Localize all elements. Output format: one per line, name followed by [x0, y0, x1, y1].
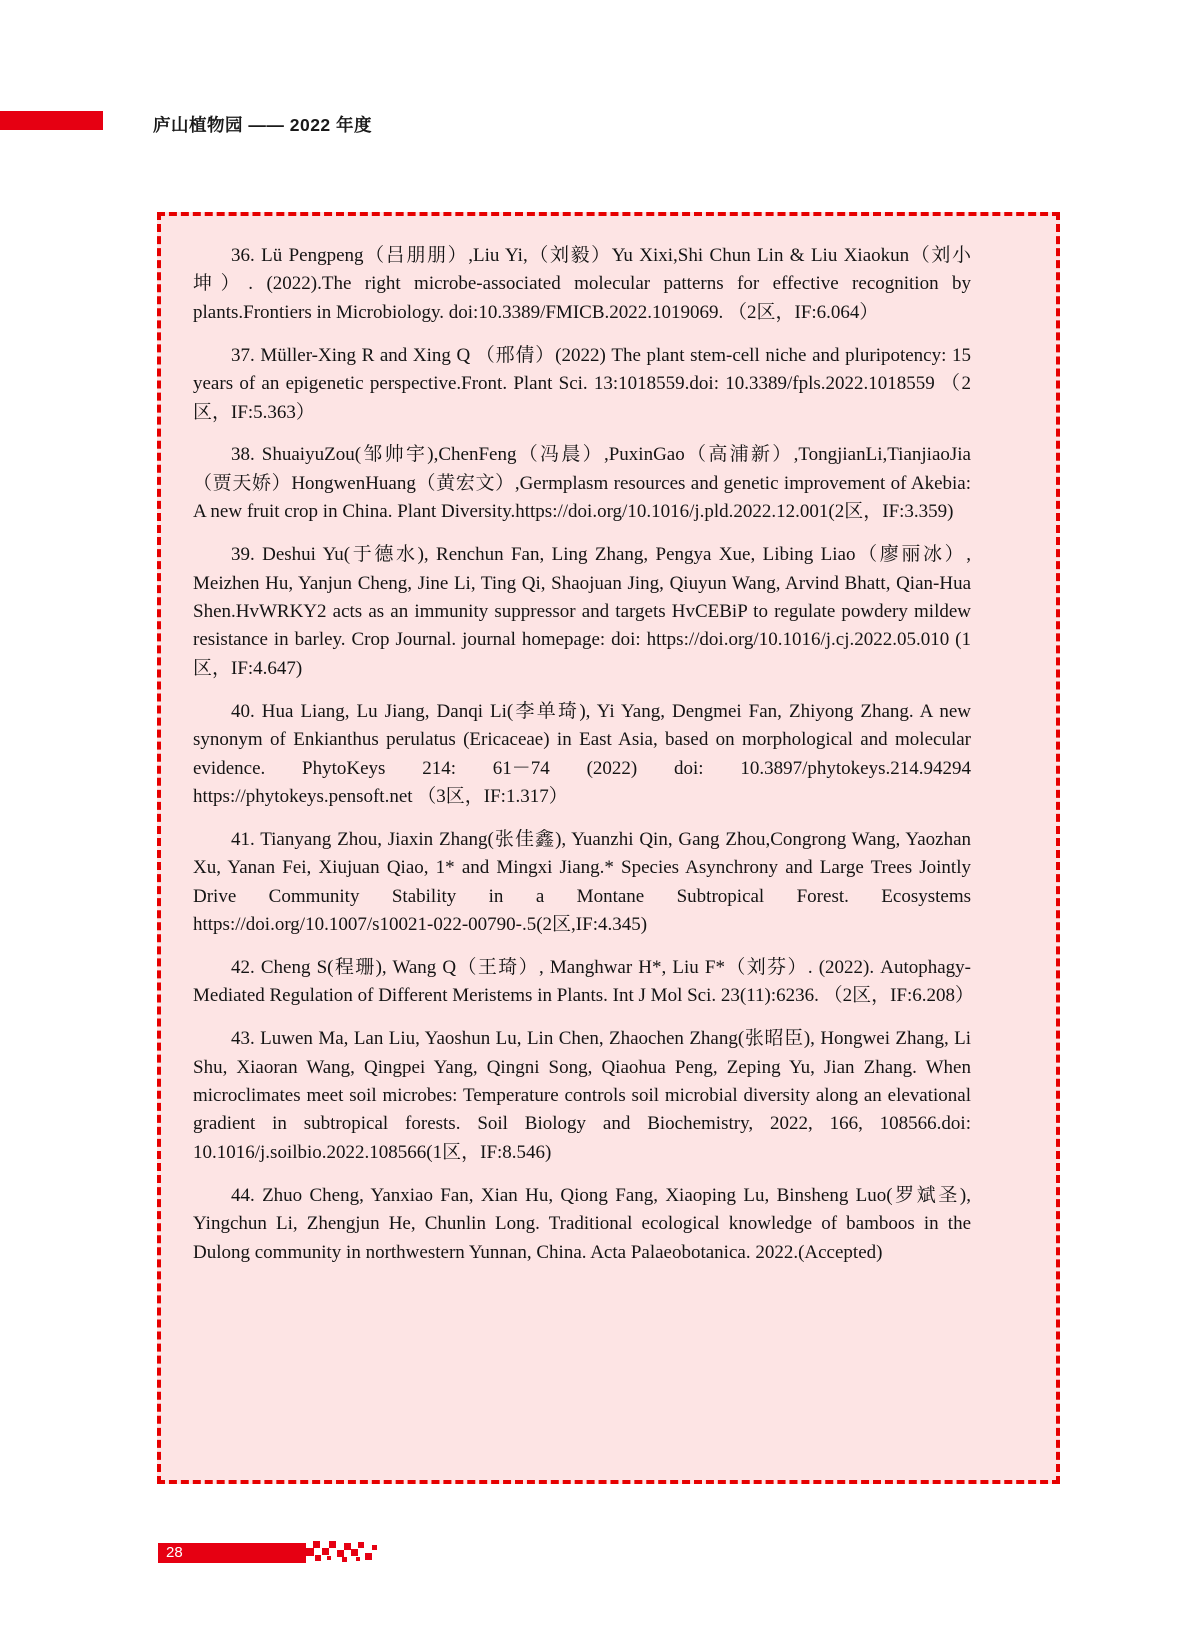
reference-item-43: 43. Luwen Ma, Lan Liu, Yaoshun Lu, Lin Chen, Zhaochen Zhang(张昭臣), Hongwei Zhang, Li Shu, Xiaoran Wang, Qingpei Yang, Qingni Song, Qiaohua Peng, Zeping Yu, Jian Zhang. When microclimates meet soil microbes: Temperature controls soil microbial diversity along an elevational gradient in subtropical forests. Soil Biology and Biochemistry, 2022, 166, 108566.doi: 10.1016/j.soilbio.2022.108566(1区，IF:8.546)	[193, 1028, 971, 1163]
reference-item-38: 38. ShuaiyuZou(邹帅宇),ChenFeng（冯晨）,PuxinGao（高浦新）,TongjianLi,TianjiaoJia（贾天娇）HongwenHuang（黄宏文）,Germplasm resources and genetic improvement of Akebia: A new fruit crop in China. Plant Diversity.https://doi.org/10.1016/j.pld.2022.12.001(2区，IF:3.359)	[193, 444, 971, 523]
page-number: 28	[166, 1544, 183, 1561]
reference-item-42: 42. Cheng S(程珊), Wang Q（王琦）, Manghwar H*, Liu F*（刘芬）. (2022). Autophagy-Mediated Regulation of Different Meristems in Plants. Int J Mol Sci. 23(11):6236. （2区，IF:6.208）	[193, 956, 975, 1007]
pixel-mosaic-icon	[306, 1540, 378, 1566]
page-number-bar	[158, 1543, 306, 1563]
header-accent-bar	[0, 111, 103, 130]
reference-item-44: 44. Zhuo Cheng, Yanxiao Fan, Xian Hu, Qiong Fang, Xiaoping Lu, Binsheng Luo(罗斌圣), Yingchun Li, Zhengjun He, Chunlin Long. Traditional ecological knowledge of bamboos in the Dulong community in northwestern Yunnan, China. Acta Palaeobotanica. 2022.(Accepted)	[193, 1184, 971, 1263]
reference-item-40: 40. Hua Liang, Lu Jiang, Danqi Li(李单琦), Yi Yang, Dengmei Fan, Zhiyong Zhang. A new synonym of Enkianthus perulatus (Ericaceae) in East Asia, based on morphological and molecular evidence. PhytoKeys 214: 61－74 (2022) doi: 10.3897/phytokeys.214.94294 https://phytokeys.pensoft.net （3区，IF:1.317）	[193, 700, 971, 807]
reference-item-37: 37. Müller-Xing R and Xing Q （邢倩）(2022) The plant stem-cell niche and pluripotency: 15 years of an epigenetic perspective.Front. Plant Sci. 13:1018559.doi: 10.3389/fpls.2022.1018559 （2区，IF:5.363）	[193, 344, 971, 423]
publications-box	[157, 212, 1060, 1484]
reference-item-39: 39. Deshui Yu(于德水), Renchun Fan, Ling Zhang, Pengya Xue, Libing Liao（廖丽冰）, Meizhen Hu, Yanjun Cheng, Jine Li, Ting Qi, Shaojuan Jing, Qiuyun Wang, Arvind Bhatt, Qian-Hua Shen.HvWRKY2 acts as an immunity suppressor and targets HvCEBiP to regulate powdery mildew resistance in barley. Crop Journal. journal homepage: doi: https://doi.org/10.1016/j.cj.2022.05.010 (1区，IF:4.647)	[193, 544, 971, 679]
page-title: 庐山植物园 —— 2022 年度	[153, 115, 373, 135]
reference-item-36: 36. Lü Pengpeng（吕朋朋）,Liu Yi,（刘毅）Yu Xixi,Shi Chun Lin & Liu Xiaokun（刘小坤）. (2022).The right microbe-associated molecular patterns for effective recognition by plants.Frontiers in Microbiology. doi:10.3389/FMICB.2022.1019069. （2区，IF:6.064）	[193, 245, 971, 323]
reference-item-41: 41. Tianyang Zhou, Jiaxin Zhang(张佳鑫), Yuanzhi Qin, Gang Zhou,Congrong Wang, Yaozhan Xu, Yanan Fei, Xiujuan Qiao, 1* and Mingxi Jiang.* Species Asynchrony and Large Trees Jointly Drive Community Stability in a Montane Subtropical Forest. Ecosystems https://doi.org/10.1007/s10021-022-00790-.5(2区,IF:4.345)	[193, 828, 971, 936]
